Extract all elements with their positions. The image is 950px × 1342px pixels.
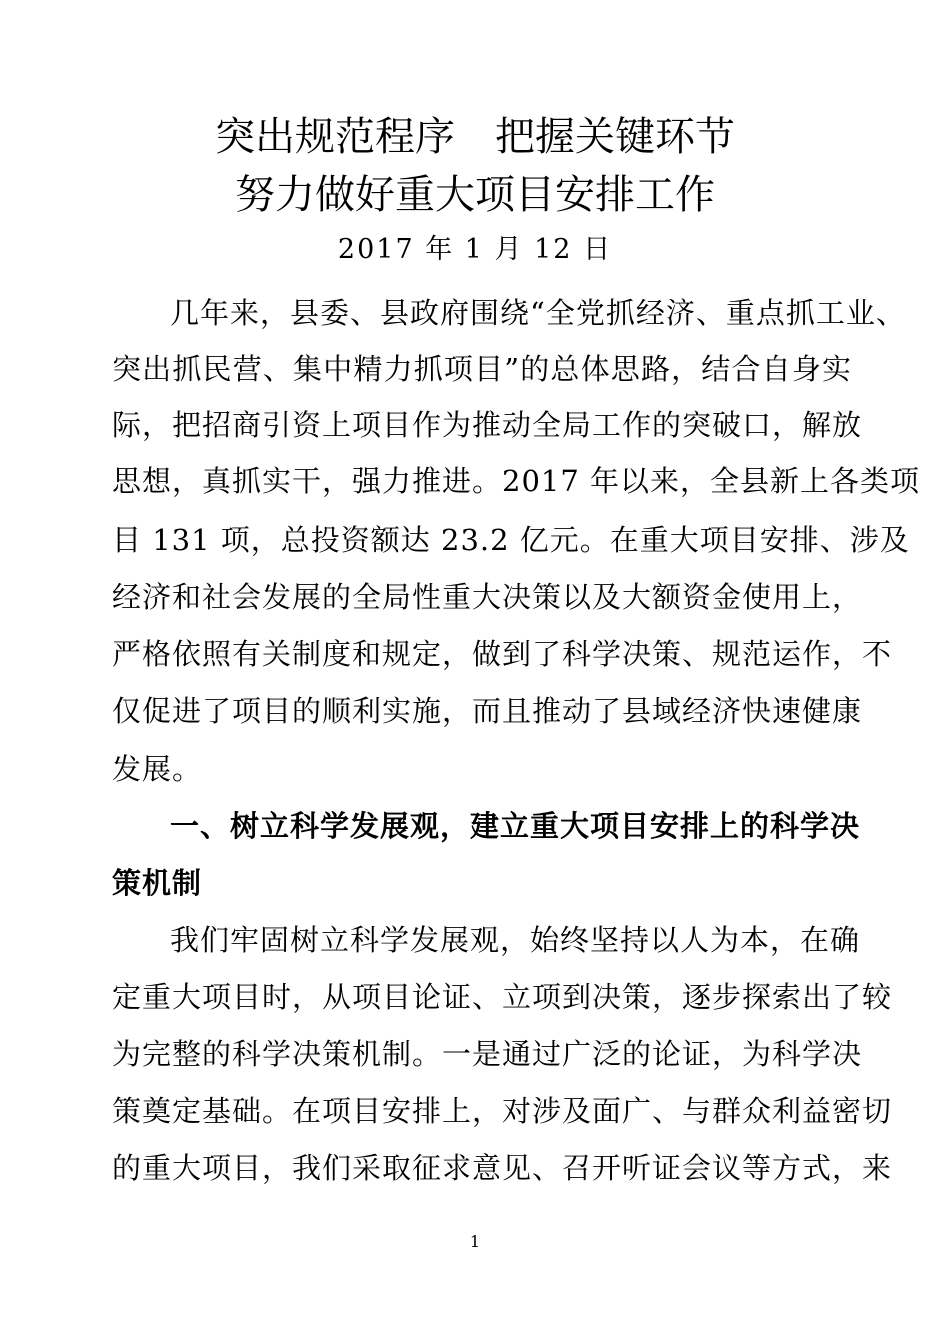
section-heading-line: 策机制: [112, 866, 203, 900]
paragraph-line: 思想，真抓实干，强力推进。2017 年以来，全县新上各类项: [112, 464, 921, 498]
paragraph-line: 仅促进了项目的顺利实施，而且推动了县域经济快速健康: [112, 694, 863, 728]
paragraph-line: 经济和社会发展的全局性重大决策以及大额资金使用上，: [112, 580, 863, 614]
paragraph-line: 策奠定基础。在项目安排上，对涉及面广、与群众利益密切: [112, 1094, 893, 1128]
page-number: 1: [469, 1232, 481, 1251]
paragraph-line: 定重大项目时，从项目论证、立项到决策，逐步探索出了较: [112, 980, 893, 1014]
paragraph-line: 为完整的科学决策机制。一是通过广泛的论证，为科学决: [112, 1037, 863, 1071]
paragraph-line: 我们牢固树立科学发展观，始终坚持以人为本，在确: [170, 923, 861, 957]
section-heading-line: 一、树立科学发展观，建立重大项目安排上的科学决: [170, 809, 861, 843]
paragraph-line: 发展。: [112, 752, 203, 786]
paragraph-line: 严格依照有关制度和规定，做到了科学决策、规范运作，不: [112, 637, 893, 671]
paragraph-line: 突出抓民营、集中精力抓项目”的总体思路，结合自身实: [112, 352, 852, 386]
paragraph-line: 几年来，县委、县政府围绕“全党抓经济、重点抓工业、: [170, 296, 906, 330]
document-date: 2017 年 1 月 12 日: [337, 234, 613, 265]
paragraph-line: 的重大项目，我们采取征求意见、召开听证会议等方式，来: [112, 1151, 893, 1185]
title-line-2: 努力做好重大项目安排工作: [235, 172, 715, 218]
paragraph-line: 际，把招商引资上项目作为推动全局工作的突破口，解放: [112, 408, 863, 442]
paragraph-line: 目 131 项，总投资额达 23.2 亿元。在重大项目安排、涉及: [112, 523, 910, 557]
title-line-1: 突出规范程序 把握关键环节: [215, 114, 735, 160]
